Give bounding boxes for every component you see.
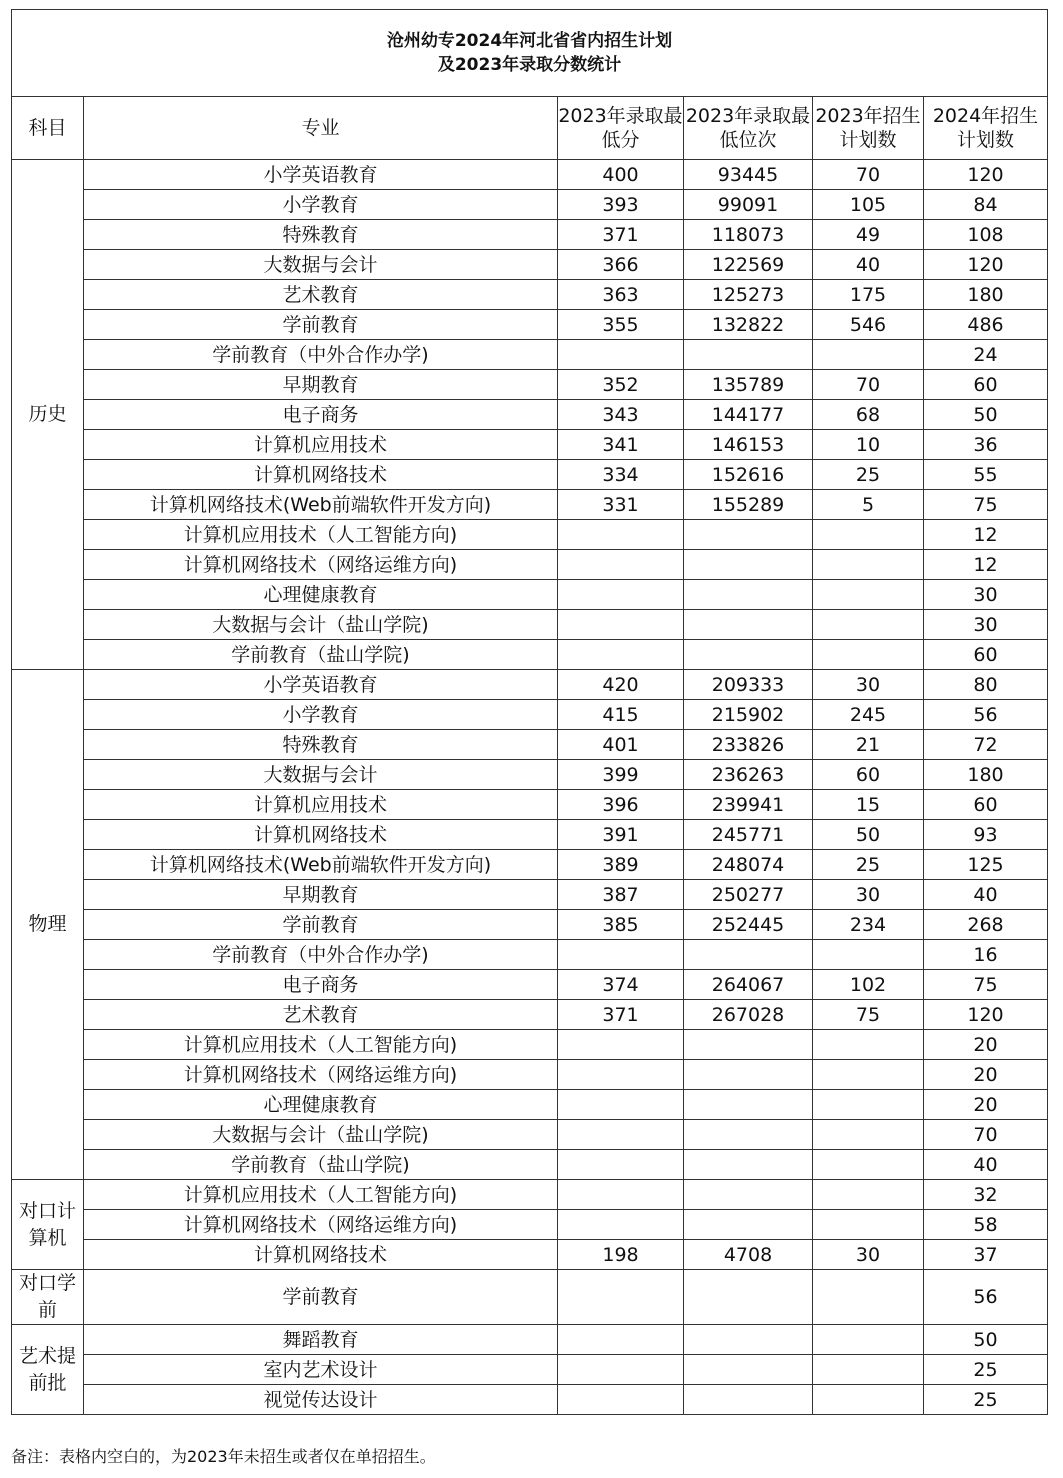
major-cell: 计算机网络技术（网络运维方向) <box>84 1210 558 1240</box>
plan-2023-cell <box>813 610 924 640</box>
title-line-1: 沧州幼专2024年河北省省内招生计划 <box>386 31 673 51</box>
min-score-cell: 366 <box>558 250 684 280</box>
table-row <box>12 580 1048 610</box>
header-subject: 科目 <box>12 97 84 160</box>
min-score-cell <box>558 1090 684 1120</box>
min-score-cell: 400 <box>558 160 684 190</box>
min-score-cell: 387 <box>558 880 684 910</box>
plan-2024-cell: 20 <box>924 1090 1048 1120</box>
min-rank-cell: 215902 <box>684 700 813 730</box>
min-rank-cell: 267028 <box>684 1000 813 1030</box>
plan-2024-cell: 24 <box>924 340 1048 370</box>
min-score-cell: 396 <box>558 790 684 820</box>
min-rank-cell <box>684 1210 813 1240</box>
major-cell: 计算机应用技术 <box>84 790 558 820</box>
min-score-cell <box>558 610 684 640</box>
min-score-cell: 401 <box>558 730 684 760</box>
plan-2023-cell: 70 <box>813 370 924 400</box>
min-score-cell: 415 <box>558 700 684 730</box>
table-row <box>12 850 1048 880</box>
major-cell: 计算机应用技术 <box>84 430 558 460</box>
min-rank-cell: 4708 <box>684 1240 813 1270</box>
major-cell: 大数据与会计 <box>84 250 558 280</box>
major-cell: 大数据与会计（盐山学院) <box>84 1120 558 1150</box>
plan-2024-cell: 120 <box>924 1000 1048 1030</box>
plan-2024-cell: 84 <box>924 190 1048 220</box>
major-cell: 计算机网络技术（网络运维方向) <box>84 550 558 580</box>
table-row <box>12 970 1048 1000</box>
min-rank-cell <box>684 520 813 550</box>
major-cell: 特殊教育 <box>84 220 558 250</box>
min-score-cell: 352 <box>558 370 684 400</box>
plan-2024-cell: 56 <box>924 700 1048 730</box>
table-row <box>12 460 1048 490</box>
plan-2023-cell: 60 <box>813 760 924 790</box>
plan-2023-cell: 25 <box>813 460 924 490</box>
major-cell: 计算机网络技术(Web前端软件开发方向) <box>84 490 558 520</box>
plan-2024-cell: 12 <box>924 520 1048 550</box>
min-score-cell: 355 <box>558 310 684 340</box>
min-score-cell <box>558 1355 684 1385</box>
table-row <box>12 730 1048 760</box>
min-score-cell <box>558 550 684 580</box>
major-cell: 计算机网络技术 <box>84 460 558 490</box>
plan-2024-cell: 25 <box>924 1385 1048 1415</box>
major-cell: 大数据与会计（盐山学院) <box>84 610 558 640</box>
major-cell: 心理健康教育 <box>84 580 558 610</box>
min-rank-cell <box>684 580 813 610</box>
plan-2024-cell: 120 <box>924 250 1048 280</box>
plan-2024-cell: 180 <box>924 760 1048 790</box>
min-rank-cell <box>684 1325 813 1355</box>
header-major: 专业 <box>84 97 558 160</box>
min-rank-cell <box>684 940 813 970</box>
major-cell: 大数据与会计 <box>84 760 558 790</box>
table-body <box>12 10 1048 1415</box>
min-rank-cell: 250277 <box>684 880 813 910</box>
major-cell: 艺术教育 <box>84 1000 558 1030</box>
major-cell: 小学教育 <box>84 700 558 730</box>
subject-cell: 历史 <box>12 160 84 670</box>
major-cell: 小学英语教育 <box>84 160 558 190</box>
min-score-cell <box>558 1060 684 1090</box>
title-line-2: 及2023年录取分数统计 <box>437 55 622 75</box>
min-rank-cell <box>684 1270 813 1325</box>
table-row <box>12 910 1048 940</box>
plan-2024-cell: 75 <box>924 970 1048 1000</box>
table-row <box>12 880 1048 910</box>
min-rank-cell: 209333 <box>684 670 813 700</box>
plan-2023-cell <box>813 1120 924 1150</box>
min-rank-cell: 252445 <box>684 910 813 940</box>
plan-2023-cell <box>813 550 924 580</box>
plan-2023-cell: 25 <box>813 850 924 880</box>
plan-2024-cell: 80 <box>924 670 1048 700</box>
plan-2023-cell: 15 <box>813 790 924 820</box>
major-cell: 视觉传达设计 <box>84 1385 558 1415</box>
major-cell: 学前教育（中外合作办学) <box>84 940 558 970</box>
min-rank-cell: 248074 <box>684 850 813 880</box>
min-score-cell: 198 <box>558 1240 684 1270</box>
table-row <box>12 340 1048 370</box>
table-row <box>12 670 1048 700</box>
plan-2023-cell <box>813 1385 924 1415</box>
table-row <box>12 190 1048 220</box>
major-cell: 计算机网络技术 <box>84 820 558 850</box>
min-score-cell: 334 <box>558 460 684 490</box>
table-row <box>12 1240 1048 1270</box>
plan-2023-cell: 68 <box>813 400 924 430</box>
min-rank-cell <box>684 340 813 370</box>
table-row <box>12 430 1048 460</box>
plan-2023-cell <box>813 640 924 670</box>
plan-2024-cell: 50 <box>924 400 1048 430</box>
min-score-cell <box>558 520 684 550</box>
min-rank-cell <box>684 610 813 640</box>
min-score-cell: 399 <box>558 760 684 790</box>
min-score-cell <box>558 1180 684 1210</box>
min-score-cell: 389 <box>558 850 684 880</box>
min-rank-cell: 93445 <box>684 160 813 190</box>
table-row <box>12 1030 1048 1060</box>
min-score-cell <box>558 1385 684 1415</box>
plan-2024-cell: 72 <box>924 730 1048 760</box>
plan-2023-cell <box>813 1060 924 1090</box>
table-row <box>12 1355 1048 1385</box>
min-score-cell <box>558 940 684 970</box>
min-rank-cell: 155289 <box>684 490 813 520</box>
min-score-cell <box>558 1120 684 1150</box>
plan-2024-cell: 486 <box>924 310 1048 340</box>
min-score-cell: 363 <box>558 280 684 310</box>
plan-2024-cell: 25 <box>924 1355 1048 1385</box>
min-rank-cell <box>684 1385 813 1415</box>
subject-cell: 物理 <box>12 670 84 1180</box>
min-rank-cell: 135789 <box>684 370 813 400</box>
min-rank-cell: 245771 <box>684 820 813 850</box>
table-row <box>12 790 1048 820</box>
major-cell: 电子商务 <box>84 970 558 1000</box>
table-row <box>12 640 1048 670</box>
plan-2023-cell <box>813 1325 924 1355</box>
major-cell: 电子商务 <box>84 400 558 430</box>
major-cell: 特殊教育 <box>84 730 558 760</box>
header-plan-2024: 2024年招生计划数 <box>924 97 1048 160</box>
plan-2024-cell: 40 <box>924 1150 1048 1180</box>
plan-2023-cell: 21 <box>813 730 924 760</box>
subject-cell: 对口学前 <box>12 1270 84 1325</box>
major-cell: 舞蹈教育 <box>84 1325 558 1355</box>
plan-2023-cell <box>813 1270 924 1325</box>
table-row <box>12 1000 1048 1030</box>
min-rank-cell: 236263 <box>684 760 813 790</box>
plan-2024-cell: 12 <box>924 550 1048 580</box>
min-score-cell: 371 <box>558 1000 684 1030</box>
min-score-cell <box>558 1150 684 1180</box>
header-min-score-2023: 2023年录取最低分 <box>558 97 684 160</box>
min-score-cell <box>558 1030 684 1060</box>
plan-2024-cell: 268 <box>924 910 1048 940</box>
min-score-cell: 393 <box>558 190 684 220</box>
min-rank-cell: 118073 <box>684 220 813 250</box>
min-score-cell <box>558 640 684 670</box>
plan-2024-cell: 93 <box>924 820 1048 850</box>
plan-2024-cell: 20 <box>924 1030 1048 1060</box>
major-cell: 艺术教育 <box>84 280 558 310</box>
major-cell: 早期教育 <box>84 880 558 910</box>
major-cell: 计算机应用技术（人工智能方向) <box>84 520 558 550</box>
min-score-cell: 331 <box>558 490 684 520</box>
plan-2023-cell <box>813 1150 924 1180</box>
plan-2023-cell: 175 <box>813 280 924 310</box>
plan-2023-cell: 546 <box>813 310 924 340</box>
plan-2023-cell: 75 <box>813 1000 924 1030</box>
major-cell: 早期教育 <box>84 370 558 400</box>
major-cell: 小学英语教育 <box>84 670 558 700</box>
plan-2024-cell: 50 <box>924 1325 1048 1355</box>
plan-2024-cell: 108 <box>924 220 1048 250</box>
plan-2023-cell: 105 <box>813 190 924 220</box>
table-row <box>12 1210 1048 1240</box>
table-row <box>12 400 1048 430</box>
table-row <box>12 550 1048 580</box>
subject-cell: 对口计算机 <box>12 1180 84 1270</box>
min-score-cell: 371 <box>558 220 684 250</box>
admission-table <box>11 9 1048 1415</box>
major-cell: 计算机网络技术(Web前端软件开发方向) <box>84 850 558 880</box>
min-score-cell: 420 <box>558 670 684 700</box>
major-cell: 学前教育 <box>84 910 558 940</box>
plan-2023-cell: 50 <box>813 820 924 850</box>
min-score-cell <box>558 1325 684 1355</box>
table-row <box>12 280 1048 310</box>
plan-2023-cell <box>813 1355 924 1385</box>
min-score-cell: 374 <box>558 970 684 1000</box>
min-rank-cell: 239941 <box>684 790 813 820</box>
table-row <box>12 1120 1048 1150</box>
table-row <box>12 520 1048 550</box>
min-rank-cell: 233826 <box>684 730 813 760</box>
major-cell: 学前教育（盐山学院) <box>84 1150 558 1180</box>
plan-2023-cell <box>813 1030 924 1060</box>
min-rank-cell <box>684 1355 813 1385</box>
plan-2024-cell: 36 <box>924 430 1048 460</box>
plan-2023-cell: 30 <box>813 880 924 910</box>
major-cell: 心理健康教育 <box>84 1090 558 1120</box>
table-row <box>12 370 1048 400</box>
min-rank-cell <box>684 550 813 580</box>
table-row <box>12 490 1048 520</box>
plan-2023-cell <box>813 940 924 970</box>
major-cell: 室内艺术设计 <box>84 1355 558 1385</box>
plan-2023-cell: 10 <box>813 430 924 460</box>
min-score-cell <box>558 340 684 370</box>
plan-2023-cell: 245 <box>813 700 924 730</box>
plan-2023-cell: 102 <box>813 970 924 1000</box>
major-cell: 学前教育 <box>84 310 558 340</box>
table-row <box>12 820 1048 850</box>
header-min-rank-2023: 2023年录取最低位次 <box>684 97 813 160</box>
table-row <box>12 310 1048 340</box>
plan-2023-cell: 234 <box>813 910 924 940</box>
min-score-cell <box>558 580 684 610</box>
min-score-cell: 341 <box>558 430 684 460</box>
major-cell: 计算机应用技术（人工智能方向) <box>84 1030 558 1060</box>
min-rank-cell: 125273 <box>684 280 813 310</box>
min-score-cell <box>558 1210 684 1240</box>
plan-2023-cell: 40 <box>813 250 924 280</box>
min-rank-cell: 122569 <box>684 250 813 280</box>
min-score-cell: 391 <box>558 820 684 850</box>
plan-2023-cell <box>813 1210 924 1240</box>
min-score-cell: 385 <box>558 910 684 940</box>
plan-2023-cell: 49 <box>813 220 924 250</box>
min-rank-cell: 132822 <box>684 310 813 340</box>
min-rank-cell <box>684 1090 813 1120</box>
major-cell: 学前教育 <box>84 1270 558 1325</box>
plan-2024-cell: 30 <box>924 580 1048 610</box>
plan-2024-cell: 20 <box>924 1060 1048 1090</box>
table-row <box>12 1385 1048 1415</box>
subject-cell: 艺术提前批 <box>12 1325 84 1415</box>
plan-2023-cell <box>813 340 924 370</box>
plan-2024-cell: 120 <box>924 160 1048 190</box>
plan-2024-cell: 60 <box>924 370 1048 400</box>
plan-2024-cell: 180 <box>924 280 1048 310</box>
footnote: 备注：表格内空白的，为2023年未招生或者仅在单招招生。 <box>11 1447 436 1466</box>
min-rank-cell <box>684 1150 813 1180</box>
min-rank-cell <box>684 1120 813 1150</box>
table-row <box>12 1325 1048 1355</box>
min-rank-cell <box>684 640 813 670</box>
table-row <box>12 1090 1048 1120</box>
plan-2024-cell: 30 <box>924 610 1048 640</box>
table-row <box>12 940 1048 970</box>
min-rank-cell <box>684 1030 813 1060</box>
plan-2023-cell <box>813 1090 924 1120</box>
min-rank-cell: 152616 <box>684 460 813 490</box>
plan-2024-cell: 125 <box>924 850 1048 880</box>
table-row <box>12 160 1048 190</box>
min-score-cell <box>558 1270 684 1325</box>
plan-2023-cell <box>813 1180 924 1210</box>
plan-2023-cell: 30 <box>813 670 924 700</box>
table-row <box>12 760 1048 790</box>
plan-2024-cell: 60 <box>924 640 1048 670</box>
header-plan-2023: 2023年招生计划数 <box>813 97 924 160</box>
table-row <box>12 700 1048 730</box>
min-rank-cell <box>684 1180 813 1210</box>
plan-2024-cell: 40 <box>924 880 1048 910</box>
plan-2024-cell: 32 <box>924 1180 1048 1210</box>
major-cell: 学前教育（中外合作办学) <box>84 340 558 370</box>
plan-2023-cell: 5 <box>813 490 924 520</box>
table-row <box>12 610 1048 640</box>
min-score-cell: 343 <box>558 400 684 430</box>
plan-2023-cell <box>813 580 924 610</box>
min-rank-cell: 146153 <box>684 430 813 460</box>
min-rank-cell: 144177 <box>684 400 813 430</box>
plan-2024-cell: 70 <box>924 1120 1048 1150</box>
major-cell: 计算机网络技术（网络运维方向) <box>84 1060 558 1090</box>
plan-2024-cell: 60 <box>924 790 1048 820</box>
major-cell: 小学教育 <box>84 190 558 220</box>
table-row <box>12 1270 1048 1325</box>
min-rank-cell: 99091 <box>684 190 813 220</box>
plan-2023-cell: 30 <box>813 1240 924 1270</box>
table-row <box>12 1180 1048 1210</box>
table-row <box>12 250 1048 280</box>
table-row <box>12 1150 1048 1180</box>
plan-2024-cell: 58 <box>924 1210 1048 1240</box>
plan-2024-cell: 37 <box>924 1240 1048 1270</box>
table-title <box>12 10 1048 97</box>
plan-2023-cell: 70 <box>813 160 924 190</box>
plan-2023-cell <box>813 520 924 550</box>
major-cell: 计算机应用技术（人工智能方向) <box>84 1180 558 1210</box>
plan-2024-cell: 55 <box>924 460 1048 490</box>
min-rank-cell <box>684 1060 813 1090</box>
plan-2024-cell: 16 <box>924 940 1048 970</box>
major-cell: 学前教育（盐山学院) <box>84 640 558 670</box>
table-row <box>12 220 1048 250</box>
plan-2024-cell: 56 <box>924 1270 1048 1325</box>
table-row <box>12 1060 1048 1090</box>
min-rank-cell: 264067 <box>684 970 813 1000</box>
plan-2024-cell: 75 <box>924 490 1048 520</box>
major-cell: 计算机网络技术 <box>84 1240 558 1270</box>
